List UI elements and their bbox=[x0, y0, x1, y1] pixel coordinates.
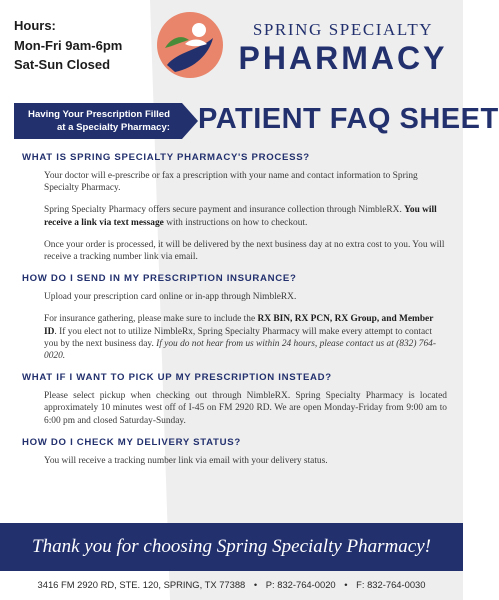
banner-line-2: at a Specialty Pharmacy: bbox=[56, 122, 170, 133]
faq-section-delivery bbox=[22, 437, 447, 467]
footer-fax: F: 832-764-0030 bbox=[356, 579, 426, 590]
faq-section-insurance bbox=[22, 273, 447, 362]
hours-label: Hours: bbox=[14, 18, 56, 33]
faq-answer: Upload your prescription card online or in-app through NimbleRX. bbox=[44, 292, 297, 303]
footer-address: 3416 FM 2920 RD, STE. 120, SPRING, TX 77388 bbox=[37, 579, 246, 590]
faq-answer: Once your order is processed, it will be delivered by the next business day at no extra cost to you. You will receive a tracking number link via email. bbox=[44, 239, 445, 263]
hours-weekday: Mon-Fri 9am-6pm bbox=[14, 37, 123, 53]
thank-you-banner: Thank you for choosing Spring Specialty Pharmacy! bbox=[0, 523, 463, 571]
bullet-separator: • bbox=[344, 579, 348, 590]
faq-question: WHAT IS SPRING SPECIALTY PHARMACY'S PROCESS? bbox=[22, 152, 310, 163]
faq-question: HOW DO I SEND IN MY PRESCRIPTION INSURANCE? bbox=[22, 273, 297, 285]
faq-section-pickup bbox=[22, 372, 447, 427]
footer-phone: P: 832-764-0020 bbox=[265, 579, 336, 590]
faq-content bbox=[22, 152, 447, 477]
bullet-separator: • bbox=[253, 579, 258, 590]
faq-answer: Please select pickup when checking out through NimbleRX. Spring Specialty Pharmacy is located approximately 10 minutes west off of I-45 on FM 2920 RD. We are open Monday-Friday from 9:00 am to 6:00 pm and closed Saturday-Sunday. bbox=[44, 391, 447, 426]
contact-footer bbox=[0, 572, 463, 598]
page-title: PATIENT FAQ SHEET bbox=[198, 103, 499, 135]
faq-answer: You will receive a tracking number link via email with your delivery status. bbox=[44, 455, 328, 466]
faq-question: WHAT IF I WANT TO PICK UP MY PRESCRIPTION INSTEAD? bbox=[22, 372, 332, 384]
pharmacy-logo-icon bbox=[155, 10, 225, 80]
hours-weekend: Sat-Sun Closed bbox=[14, 57, 111, 72]
faq-section-process bbox=[22, 152, 447, 263]
brand-name-top: SPRING SPECIALTY bbox=[252, 20, 434, 39]
faq-answer: Your doctor will e-prescribe or fax a prescription with your name and contact information to Spring Specialty Pharmacy. bbox=[44, 171, 418, 194]
hours-block bbox=[14, 16, 122, 75]
brand-name-main: PHARMACY bbox=[238, 40, 448, 76]
faq-question: HOW DO I CHECK MY DELIVERY STATUS? bbox=[22, 436, 241, 448]
faq-answer: For insurance gathering, please make sure to include the RX BIN, RX PCN, RX Group, and Member ID. If you elect not to utilize NimbleRx, Spring Specialty Pharmacy will make every attempt to contact you by the next business day. If you do not hear from us within 24 hours, please contact us at (832) 764-0020. bbox=[44, 314, 436, 362]
faq-answer: Spring Specialty Pharmacy offers secure payment and insurance collection through NimbleRX. You will receive a link via text message with instructions on how to checkout. bbox=[44, 205, 437, 228]
banner-line-1: Having Your Prescription Filled bbox=[28, 109, 170, 120]
banner-callout bbox=[14, 103, 182, 139]
